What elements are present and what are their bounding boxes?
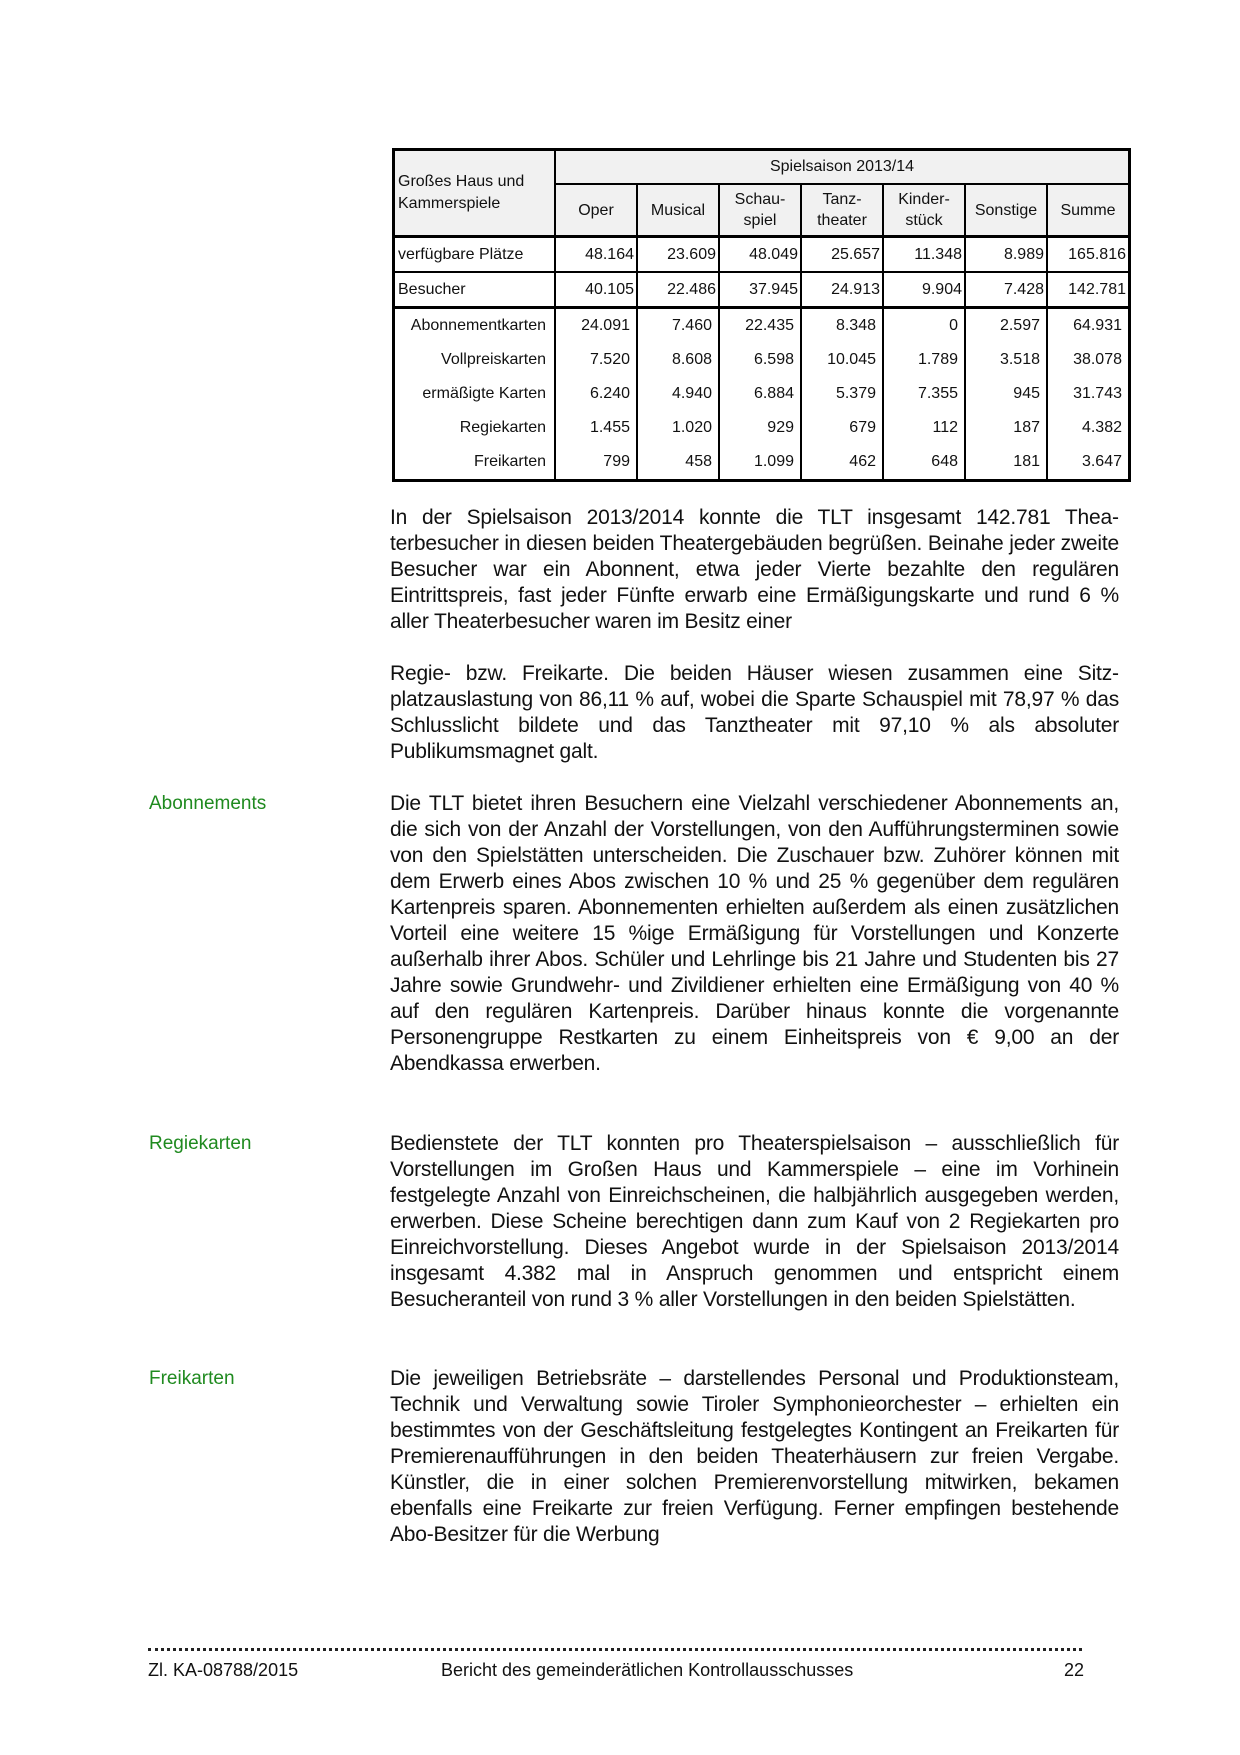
table-cell: 5.379 bbox=[801, 377, 883, 411]
table-cell: 38.078 bbox=[1047, 343, 1130, 377]
table-cell: 24.091 bbox=[555, 308, 637, 344]
table-cell: 8.348 bbox=[801, 308, 883, 344]
table-cell: 11.348 bbox=[883, 237, 965, 273]
table-cell: 2.597 bbox=[965, 308, 1047, 344]
table-cell: 648 bbox=[883, 445, 965, 481]
table-cell: 40.105 bbox=[555, 272, 637, 308]
intro-paragraph-1: In der Spielsaison 2013/2014 konnte die TLT insgesamt 142.781 Theaterbesucher in diesen beiden Theatergebäuden begrüßen. Beinahe jeder zweite Besucher war ein Abonnent, etwa jeder Vierte bezahlte den regulären Eintrittspreis, fast jeder Fünfte erwarb eine Ermäßigungskarte und rund 6 % aller Theaterbesucher waren im Besitz einer bbox=[390, 506, 1119, 633]
table-cell: 22.486 bbox=[637, 272, 719, 308]
row-label: ermäßigte Karten bbox=[394, 377, 556, 411]
table-cell: 25.657 bbox=[801, 237, 883, 273]
table-cell: 64.931 bbox=[1047, 308, 1130, 344]
table-cell: 1.020 bbox=[637, 411, 719, 445]
row-label: Vollpreiskarten bbox=[394, 343, 556, 377]
column-header-oper: Oper bbox=[555, 184, 637, 237]
table-cell: 22.435 bbox=[719, 308, 801, 344]
table-cell: 1.455 bbox=[555, 411, 637, 445]
table-cell: 8.608 bbox=[637, 343, 719, 377]
table-row-besucher bbox=[394, 272, 1130, 308]
table-cell: 37.945 bbox=[719, 272, 801, 308]
table-cell: 679 bbox=[801, 411, 883, 445]
table-cell: 48.164 bbox=[555, 237, 637, 273]
column-header-kinderstueck: Kinder- stück bbox=[883, 184, 965, 237]
table-cell: 165.816 bbox=[1047, 237, 1130, 273]
footer-reference-number: Zl. KA-08788/2015 bbox=[148, 1660, 299, 1680]
table-cell: 7.428 bbox=[965, 272, 1047, 308]
column-header-schauspiel: Schau- spiel bbox=[719, 184, 801, 237]
side-label-abonnements: Abonnements bbox=[149, 793, 267, 814]
table-cell: 1.099 bbox=[719, 445, 801, 481]
regiekarten-paragraph: Bedienstete der TLT konnten pro Theaterspielsaison – ausschließlich für Vorstellungen im Großen Haus und Kammerspiele – eine im Vorhinein festgelegte Anzahl von Einreichscheinen, die halbjährlich ausgegeben werden, erwerben. Diese Scheine berechtigen dann zum Kauf von 2 Regiekarten pro Einreichvorstellung. Dieses Angebot wurde in der Spielsaison 2013/2014 insgesamt 4.382 mal in Anspruch genommen und entspricht einem Besucheranteil von rund 3 % aller Vorstellungen in den beiden Spielstätten. bbox=[390, 1132, 1119, 1311]
column-header-sonstige: Sonstige bbox=[965, 184, 1047, 237]
row-label: Besucher bbox=[394, 272, 556, 308]
table-row-ermaessigte-karten bbox=[394, 377, 1130, 411]
table-cell: 458 bbox=[637, 445, 719, 481]
row-label: verfügbare Plätze bbox=[394, 237, 556, 273]
table-row-verfuegbare-plaetze bbox=[394, 237, 1130, 273]
table-cell: 945 bbox=[965, 377, 1047, 411]
intro-paragraph-2: Regie- bzw. Freikarte. Die beiden Häuser wiesen zusammen eine Sitzplatzauslastung von 86,11 % auf, wobei die Sparte Schauspiel mit 78,97 % das Schlusslicht bildete und das Tanztheater mit 97,10 % als absoluter Publikumsmagnet galt. bbox=[390, 662, 1119, 763]
page-footer bbox=[148, 1660, 1084, 1686]
table-cell: 7.355 bbox=[883, 377, 965, 411]
row-label: Regiekarten bbox=[394, 411, 556, 445]
table-header-row bbox=[394, 150, 1130, 185]
column-header-summe: Summe bbox=[1047, 184, 1130, 237]
table-cell: 929 bbox=[719, 411, 801, 445]
table-row-vollpreiskarten bbox=[394, 343, 1130, 377]
footer-page-number: 22 bbox=[1063, 1660, 1084, 1680]
row-label: Freikarten bbox=[394, 445, 556, 481]
table-cell: 462 bbox=[801, 445, 883, 481]
table-cell: 7.460 bbox=[637, 308, 719, 344]
theater-statistics-table bbox=[392, 148, 1131, 482]
table-cell: 142.781 bbox=[1047, 272, 1130, 308]
table-cell: 112 bbox=[883, 411, 965, 445]
side-label-freikarten: Freikarten bbox=[149, 1368, 235, 1389]
table-cell: 0 bbox=[883, 308, 965, 344]
corner-header-line-1: Großes Haus und bbox=[398, 173, 525, 190]
footer-report-title: Bericht des gemeinderätlichen Kontrollausschusses bbox=[441, 1660, 854, 1680]
table-row-freikarten bbox=[394, 445, 1130, 481]
side-label-regiekarten: Regiekarten bbox=[149, 1133, 252, 1154]
table-corner-header bbox=[394, 150, 556, 237]
table-cell: 181 bbox=[965, 445, 1047, 481]
table-cell: 7.520 bbox=[555, 343, 637, 377]
table-cell: 799 bbox=[555, 445, 637, 481]
corner-header-line-2: Kammerspiele bbox=[398, 195, 501, 212]
table-cell: 3.518 bbox=[965, 343, 1047, 377]
table-cell: 24.913 bbox=[801, 272, 883, 308]
footer-dotted-divider bbox=[148, 1648, 1082, 1651]
season-group-header: Spielsaison 2013/14 bbox=[555, 150, 1130, 185]
table-cell: 23.609 bbox=[637, 237, 719, 273]
table-cell: 187 bbox=[965, 411, 1047, 445]
table-cell: 9.904 bbox=[883, 272, 965, 308]
row-label: Abonnementkarten bbox=[394, 308, 556, 344]
table-cell: 31.743 bbox=[1047, 377, 1130, 411]
table-cell: 4.940 bbox=[637, 377, 719, 411]
table-cell: 1.789 bbox=[883, 343, 965, 377]
column-header-tanztheater: Tanz- theater bbox=[801, 184, 883, 237]
table-cell: 4.382 bbox=[1047, 411, 1130, 445]
table-row-abonnementkarten bbox=[394, 308, 1130, 344]
table-cell: 6.884 bbox=[719, 377, 801, 411]
table-cell: 6.240 bbox=[555, 377, 637, 411]
table-cell: 10.045 bbox=[801, 343, 883, 377]
table-row-regiekarten bbox=[394, 411, 1130, 445]
column-header-musical: Musical bbox=[637, 184, 719, 237]
table-cell: 3.647 bbox=[1047, 445, 1130, 481]
freikarten-paragraph: Die jeweiligen Betriebsräte – darstellendes Personal und Produktionsteam, Technik und Verwaltung sowie Tiroler Symphonieorchester – erhielten ein bestimmtes von der Geschäftsleitung festgelegtes Kontingent an Freikarten für Premierenaufführungen in den beiden Theaterhäusern zur freien Vergabe. Künstler, die in einer solchen Premierenvorstellung mitwirken, bekamen ebenfalls eine Freikarte zur freien Verfügung. Ferner empfingen bestehende Abo-Besitzer für die Werbung bbox=[390, 1367, 1119, 1546]
table-cell: 6.598 bbox=[719, 343, 801, 377]
table-cell: 8.989 bbox=[965, 237, 1047, 273]
abonnements-paragraph: Die TLT bietet ihren Besuchern eine Vielzahl verschiedener Abonnements an, die sich von der Anzahl der Vorstellungen, von den Aufführungsterminen sowie von den Spielstätten unterscheiden. Die Zuschauer bzw. Zuhörer können mit dem Erwerb eines Abos zwischen 10 % und 25 % gegenüber dem regulären Kartenpreis sparen. Abonnementen erhielten außerdem als einen zusätzlichen Vorteil eine weitere 15 %ige Ermäßigung für Vorstellungen und Konzerte außerhalb ihrer Abos. Schüler und Lehrlinge bis 21 Jahre und Studenten bis 27 Jahre sowie Grundwehr- und Zivildiener erhielten eine Ermäßigung von 40 % auf den regulären Kartenpreis. Darüber hinaus konnte die vorgenannte Personengruppe Restkarten zu einem Einheitspreis von € 9,00 an der Abendkassa erwerben. bbox=[390, 792, 1119, 1075]
table-cell: 48.049 bbox=[719, 237, 801, 273]
